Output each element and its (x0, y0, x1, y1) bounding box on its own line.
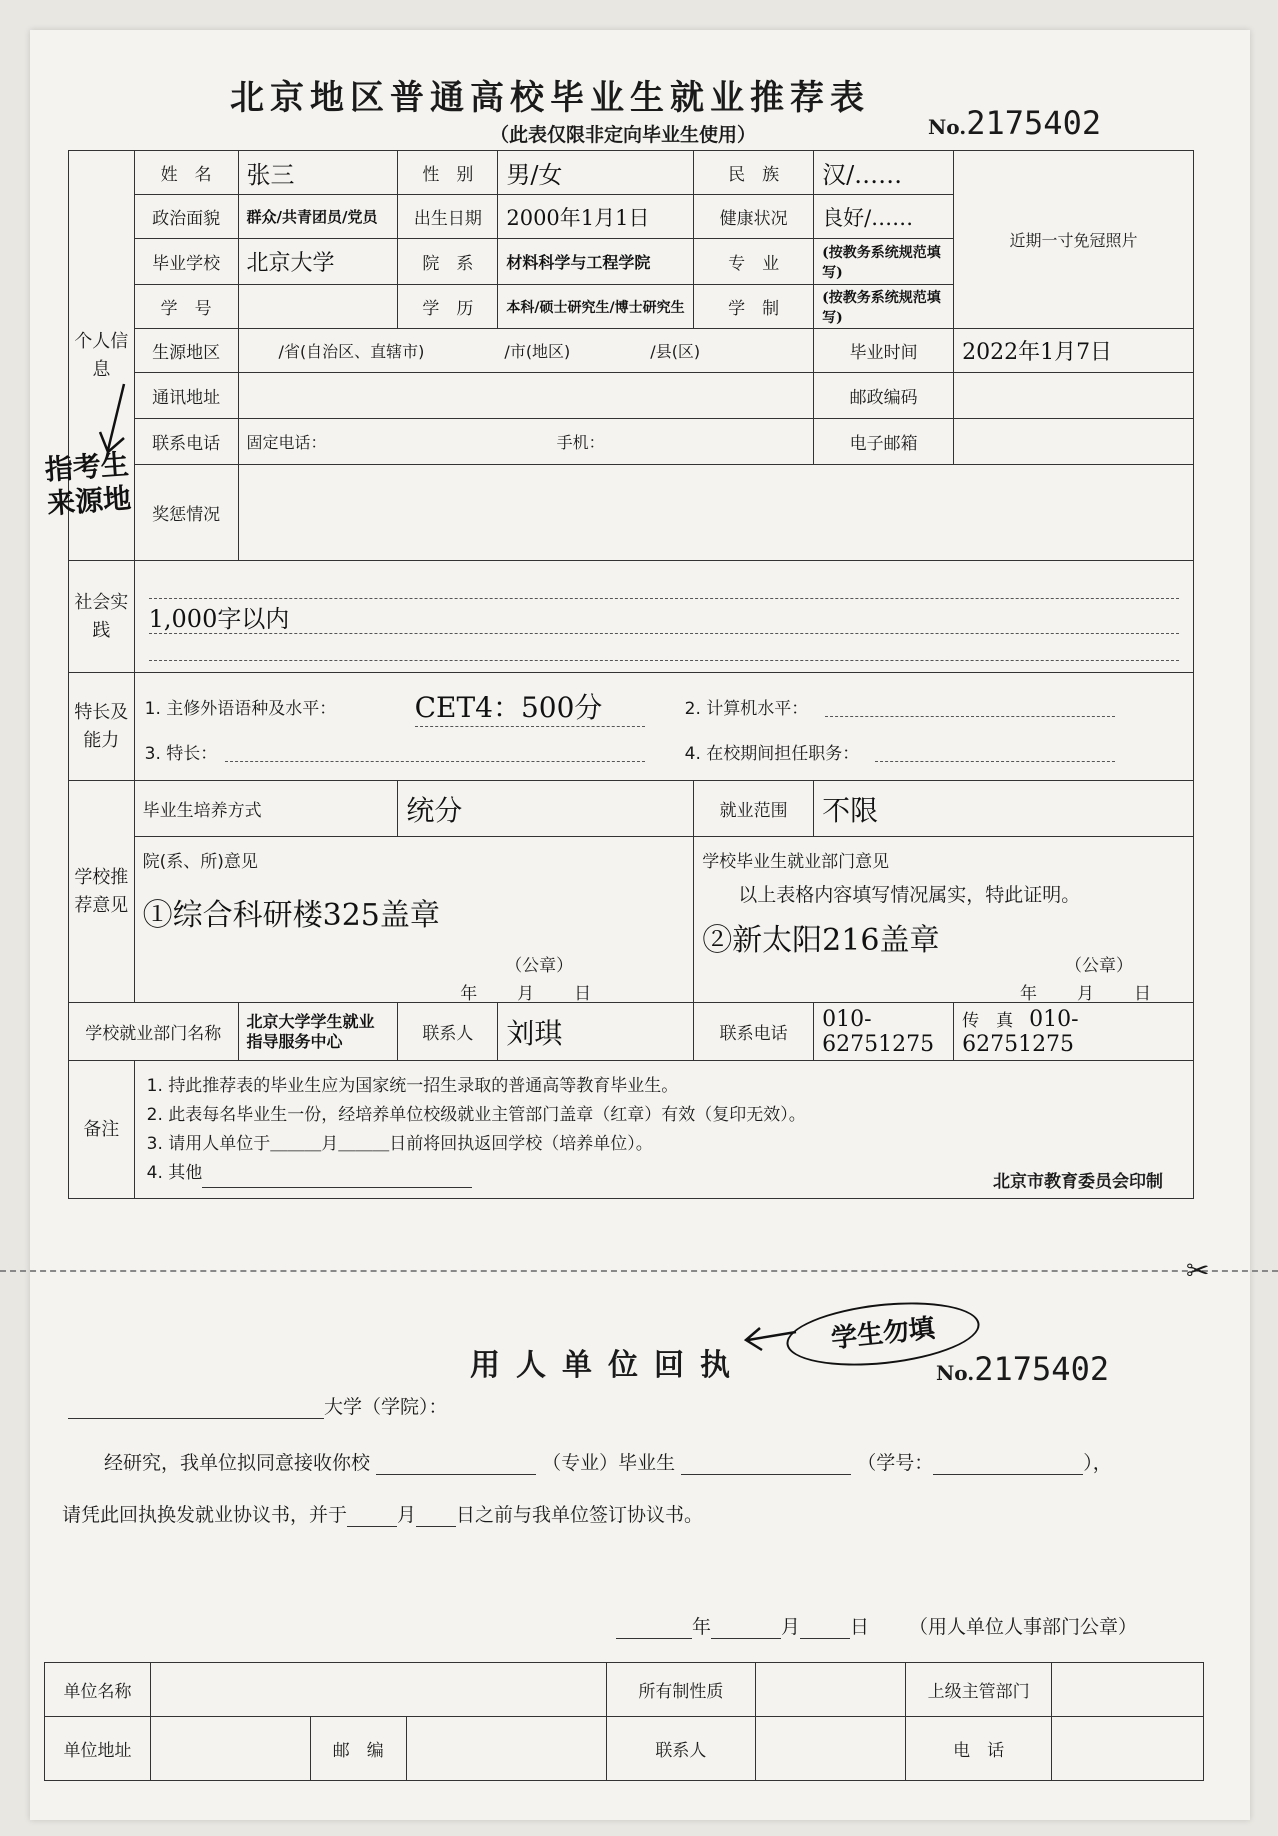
label-school: 毕业学校 (134, 239, 238, 285)
label-unit-address: 单位地址 (45, 1717, 151, 1781)
value-computer (825, 696, 1115, 717)
value-school-opinion: ②新太阳216盖章 (702, 923, 940, 958)
note-4: 4. 其他 (147, 1159, 1181, 1188)
phone-cell[interactable] (238, 419, 814, 465)
photo-box: 近期一寸免冠照片 (954, 151, 1194, 329)
arrow-left-icon (740, 1312, 800, 1352)
value-receipt-phone[interactable] (1052, 1717, 1204, 1781)
label-name: 姓 名 (134, 151, 238, 195)
label-address: 通讯地址 (134, 373, 238, 419)
label-gender: 性 别 (398, 151, 498, 195)
label-origin: 生源地区 (134, 329, 238, 373)
label-fax: 传 真 (962, 1011, 1014, 1031)
receipt-serial: No.2175402 (936, 1350, 1110, 1388)
section-school: 学校推荐意见 (69, 781, 135, 1003)
value-dept-name[interactable]: 北京大学学生就业指导服务中心 (238, 1003, 398, 1061)
value-superior[interactable] (1052, 1663, 1204, 1717)
label-ethnicity: 民 族 (694, 151, 814, 195)
value-address[interactable] (238, 373, 814, 419)
receipt-date: 年 月 日 （用人单位人事部门公章） (616, 1612, 1137, 1639)
label-email: 电子邮箱 (814, 419, 954, 465)
label-major: 专 业 (694, 239, 814, 285)
section-personal: 个人信息 (69, 151, 135, 561)
label-superior: 上级主管部门 (906, 1663, 1052, 1717)
receipt-line-3: 请凭此回执换发就业协议书，并于 月 日之前与我单位签订协议书。 (62, 1504, 704, 1526)
value-name[interactable]: 张三 (238, 151, 398, 195)
dept-opinion-box[interactable] (134, 837, 694, 1003)
arrow-up-icon (98, 380, 138, 460)
receipt-annotation: 学生勿填 (783, 1294, 982, 1374)
receipt-table (44, 1662, 1204, 1781)
scissors-icon: ✂ (1186, 1254, 1210, 1287)
label-dept: 院 系 (398, 239, 498, 285)
value-email[interactable] (954, 419, 1194, 465)
fax-cell[interactable] (954, 1003, 1194, 1061)
value-school[interactable]: 北京大学 (238, 239, 398, 285)
value-grad-time[interactable]: 2022年1月7日 (954, 329, 1194, 373)
section-skills: 特长及能力 (69, 673, 135, 781)
label-postcode: 邮 编 (310, 1717, 406, 1781)
label-degree: 学 历 (398, 285, 498, 329)
notes-box (134, 1061, 1193, 1199)
specialty-label: 3. 特长： (144, 744, 218, 764)
value-lang: CET4：500分 (415, 686, 645, 727)
label-student-id: 学 号 (134, 285, 238, 329)
value-birth[interactable]: 2000年1月1日 (498, 195, 694, 239)
value-unit-name[interactable] (150, 1663, 606, 1717)
value-social: 1,000字以内 (149, 599, 1179, 634)
value-postcode[interactable] (406, 1717, 606, 1781)
dept-seal: （公章） (505, 956, 574, 976)
lang-label: 1. 主修外语语种及水平： (144, 699, 337, 719)
printer-text: 北京市教育委员会印制 (993, 1172, 1163, 1192)
recommendation-table (68, 150, 1194, 1199)
dept-date: 年 月 日 (460, 984, 594, 1004)
phone-mobile-label: 手机： (556, 433, 605, 452)
value-student-id[interactable] (238, 285, 398, 329)
value-dept-opinion: ①综合科研楼325盖章 (142, 898, 440, 933)
value-training[interactable]: 统分 (398, 781, 694, 837)
value-schooling[interactable]: (按教务系统规范填写) (814, 285, 954, 329)
value-contact-phone[interactable]: 010-62751275 (814, 1003, 954, 1061)
value-politics[interactable]: 群众/共青团员/党员 (238, 195, 398, 239)
label-schooling: 学 制 (694, 285, 814, 329)
computer-label: 2. 计算机水平： (684, 699, 809, 719)
note-1: 1. 持此推荐表的毕业生应为国家统一招生录取的普通高等教育毕业生。 (146, 1075, 679, 1096)
label-grad-time: 毕业时间 (814, 329, 954, 373)
receipt-line-1: 大学（学院）： (68, 1392, 448, 1419)
label-contact-phone: 联系电话 (694, 1003, 814, 1061)
cut-line (0, 1270, 1278, 1272)
label-awards: 奖惩情况 (134, 465, 238, 561)
label-politics: 政治面貌 (134, 195, 238, 239)
origin-parts[interactable]: /省(自治区、直辖市) /市(地区) /县(区) (238, 329, 814, 373)
label-contact: 联系人 (398, 1003, 498, 1061)
skills-box[interactable] (134, 673, 1193, 781)
section-social: 社会实践 (69, 561, 135, 673)
label-scope: 就业范围 (694, 781, 814, 837)
label-postcode: 邮政编码 (814, 373, 954, 419)
value-postcode[interactable] (954, 373, 1194, 419)
label-training: 毕业生培养方式 (134, 781, 398, 837)
form-subtitle: （此表仅限非定向毕业生使用） (490, 124, 757, 146)
value-fax: 010-62751275 (962, 1007, 1079, 1057)
value-major[interactable]: (按教务系统规范填写) (814, 239, 954, 285)
section-notes: 备注 (69, 1061, 135, 1199)
label-school-opinion: 学校毕业生就业部门意见 (702, 852, 890, 872)
label-dept-name: 学校就业部门名称 (69, 1003, 239, 1061)
label-ownership: 所有制性质 (606, 1663, 756, 1717)
value-health[interactable]: 良好/…… (814, 195, 954, 239)
label-birth: 出生日期 (398, 195, 498, 239)
receipt-line-2: 经研究，我单位拟同意接收你校 （专业）毕业生 （学号： ）， (104, 1452, 1112, 1474)
value-scope[interactable]: 不限 (814, 781, 1194, 837)
label-receipt-contact: 联系人 (606, 1717, 756, 1781)
value-unit-address[interactable] (150, 1717, 310, 1781)
position-label: 4. 在校期间担任职务： (684, 744, 860, 764)
note-2: 2. 此表每名毕业生一份，经培养单位校级就业主管部门盖章（红章）有效（复印无效）。 (146, 1104, 806, 1125)
value-awards[interactable] (238, 465, 1193, 561)
school-seal: （公章） (1065, 956, 1133, 976)
label-health: 健康状况 (694, 195, 814, 239)
label-receipt-phone: 电 话 (906, 1717, 1052, 1781)
value-dept[interactable]: 材料科学与工程学院 (498, 239, 694, 285)
value-ownership[interactable] (756, 1663, 906, 1717)
serial-number: No.2175402 (928, 104, 1102, 142)
value-ethnicity[interactable]: 汉/…… (814, 151, 954, 195)
label-dept-opinion: 院(系、所)意见 (142, 852, 258, 872)
phone-fixed-label: 固定电话： (246, 433, 327, 452)
value-receipt-contact[interactable] (756, 1717, 906, 1781)
margin-note: 指考生来源地 (43, 447, 133, 521)
value-degree[interactable]: 本科/硕士研究生/博士研究生 (498, 285, 694, 329)
certify-text: 以上表格内容填写情况属实，特此证明。 (738, 884, 1081, 906)
value-gender[interactable]: 男/女 (498, 151, 694, 195)
value-contact[interactable]: 刘琪 (498, 1003, 694, 1061)
note-3: 3. 请用人单位于＿＿＿月＿＿＿日前将回执返回学校（培养单位）。 (146, 1133, 653, 1154)
form-title: 北京地区普通高校毕业生就业推荐表 (230, 78, 870, 118)
receipt-title: 用人单位回执 (470, 1348, 746, 1383)
label-phone: 联系电话 (134, 419, 238, 465)
school-date: 年 月 日 (1020, 984, 1153, 1004)
label-unit-name: 单位名称 (45, 1663, 151, 1717)
school-opinion-box[interactable] (694, 837, 1194, 1003)
social-practice-box[interactable] (134, 561, 1193, 673)
